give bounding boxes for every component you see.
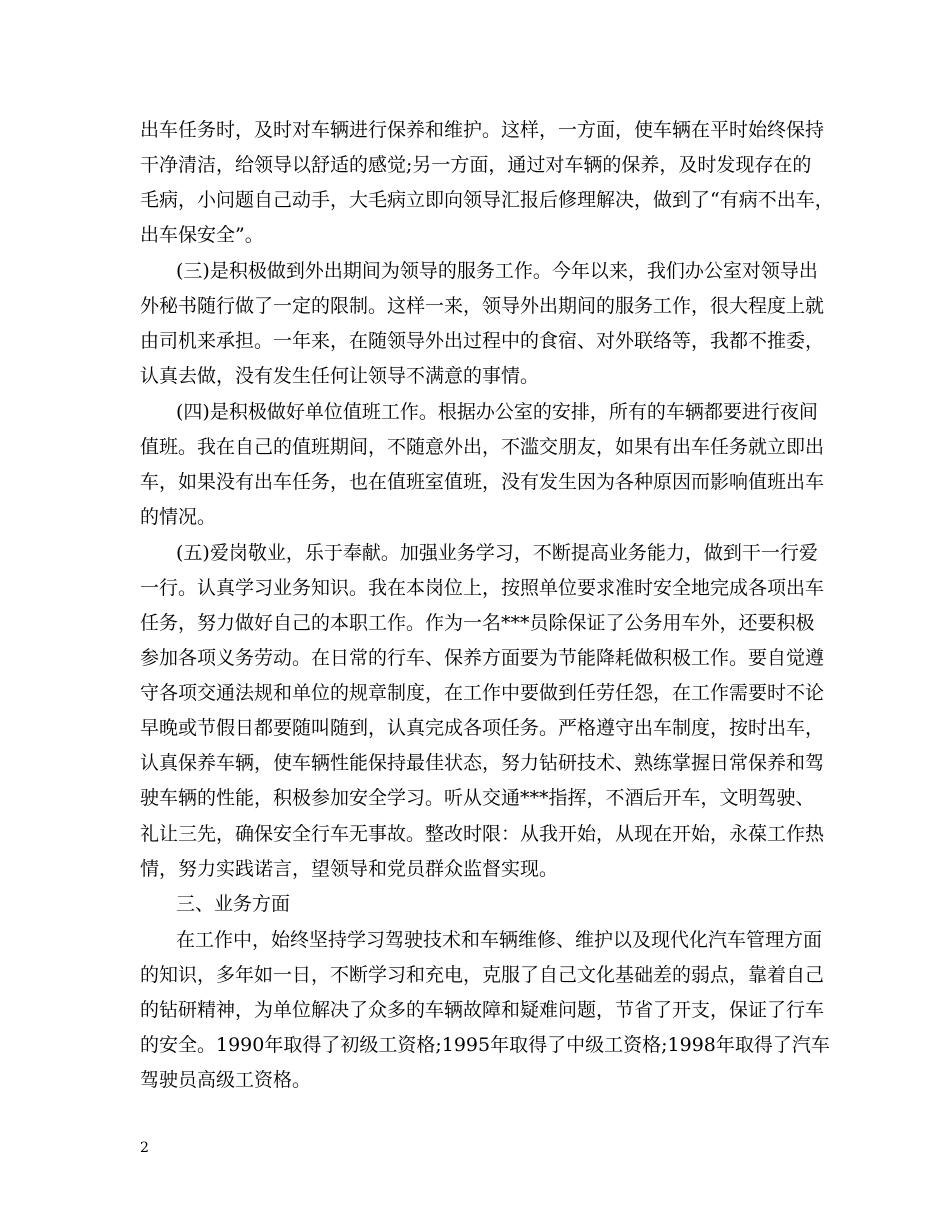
paragraph-start-line: 在工作中，始终坚持学习驾驶技术和车辆维修、维护以及现代化汽车管理方面 [176,929,823,951]
paragraph-start-line: (三)是积极做到外出期间为领导的服务工作。今年以来，我们办公室对领导出 [176,260,818,282]
text-line: 礼让三先，确保安全行车无事故。整改时限：从我开始，从现在开始，永葆工作热 [140,823,825,845]
text-line: 守各项交通法规和单位的规章制度，在工作中要做到任劳任怨，在工作需要时不论 [140,682,825,704]
text-line: 早晚或节假日都要随叫随到，认真完成各项任务。严格遵守出车制度，按时出车， [140,717,825,739]
text-line: 参加各项义务劳动。在日常的行车、保养方面要为节能降耗做积极工作。要自觉遵 [140,647,825,669]
text-line: 驶车辆的性能，积极参加安全学习。听从交通***指挥，不酒后开车，文明驾驶、 [140,787,815,809]
text-line: 值班。我在自己的值班期间，不随意外出，不滥交朋友，如果有出车任务就立即出 [140,436,825,458]
text-line: 认真保养车辆，使车辆性能保持最佳状态，努力钻研技术、熟练掌握日常保养和驾 [140,752,825,774]
text-line: 干净清洁，给领导以舒适的感觉;另一方面，通过对车辆的保养，及时发现存在的 [140,154,812,176]
text-line: 情，努力实践诺言，望领导和党员群众监督实现。 [140,858,559,880]
text-line: 的情况。 [140,506,217,528]
paragraph-start-line: (四)是积极做好单位值班工作。根据办公室的安排，所有的车辆都要进行夜间 [176,401,818,423]
paragraph-start-line: (五)爱岗敬业，乐于奉献。加强业务学习，不断提高业务能力，做到干一行爱 [176,542,818,564]
text-line: 出车任务时，及时对车辆进行保养和维护。这样，一方面，使车辆在平时始终保持 [140,119,825,141]
page-number: 2 [140,1140,149,1156]
text-line: 车，如果没有出车任务，也在值班室值班，没有发生因为各种原因而影响值班出车 [140,471,825,493]
text-line: 驾驶员高级工资格。 [140,1069,312,1091]
text-line: 的钻研精神，为单位解决了众多的车辆故障和疑难问题，节省了开支，保证了行车 [140,999,825,1021]
text-line: 认真去做，没有发生任何让领导不满意的事情。 [140,365,540,387]
text-line: 任务，努力做好自己的本职工作。作为一名***员除保证了公务用车外，还要积极 [140,612,815,634]
text-line: 的知识，多年如一日，不断学习和充电，克服了自己文化基础差的弱点，靠着自己 [140,964,825,986]
text-line: 由司机来承担。一年来，在随领导外出过程中的食宿、对外联络等，我都不推委， [140,330,825,352]
text-line: 外秘书随行做了一定的限制。这样一来，领导外出期间的服务工作，很大程度上就 [140,295,825,317]
section-heading: 三、业务方面 [176,893,291,915]
text-line: 的安全。1990年取得了初级工资格;1995年取得了中级工资格;1998年取得了汽车 [140,1034,830,1056]
text-line: 一行。认真学习业务知识。我在本岗位上，按照单位要求准时安全地完成各项出车 [140,577,825,599]
text-line: 毛病，小问题自己动手，大毛病立即向领导汇报后修理解决，做到了“有病不出车， [140,189,834,211]
text-line: 出车保安全”。 [140,224,264,246]
